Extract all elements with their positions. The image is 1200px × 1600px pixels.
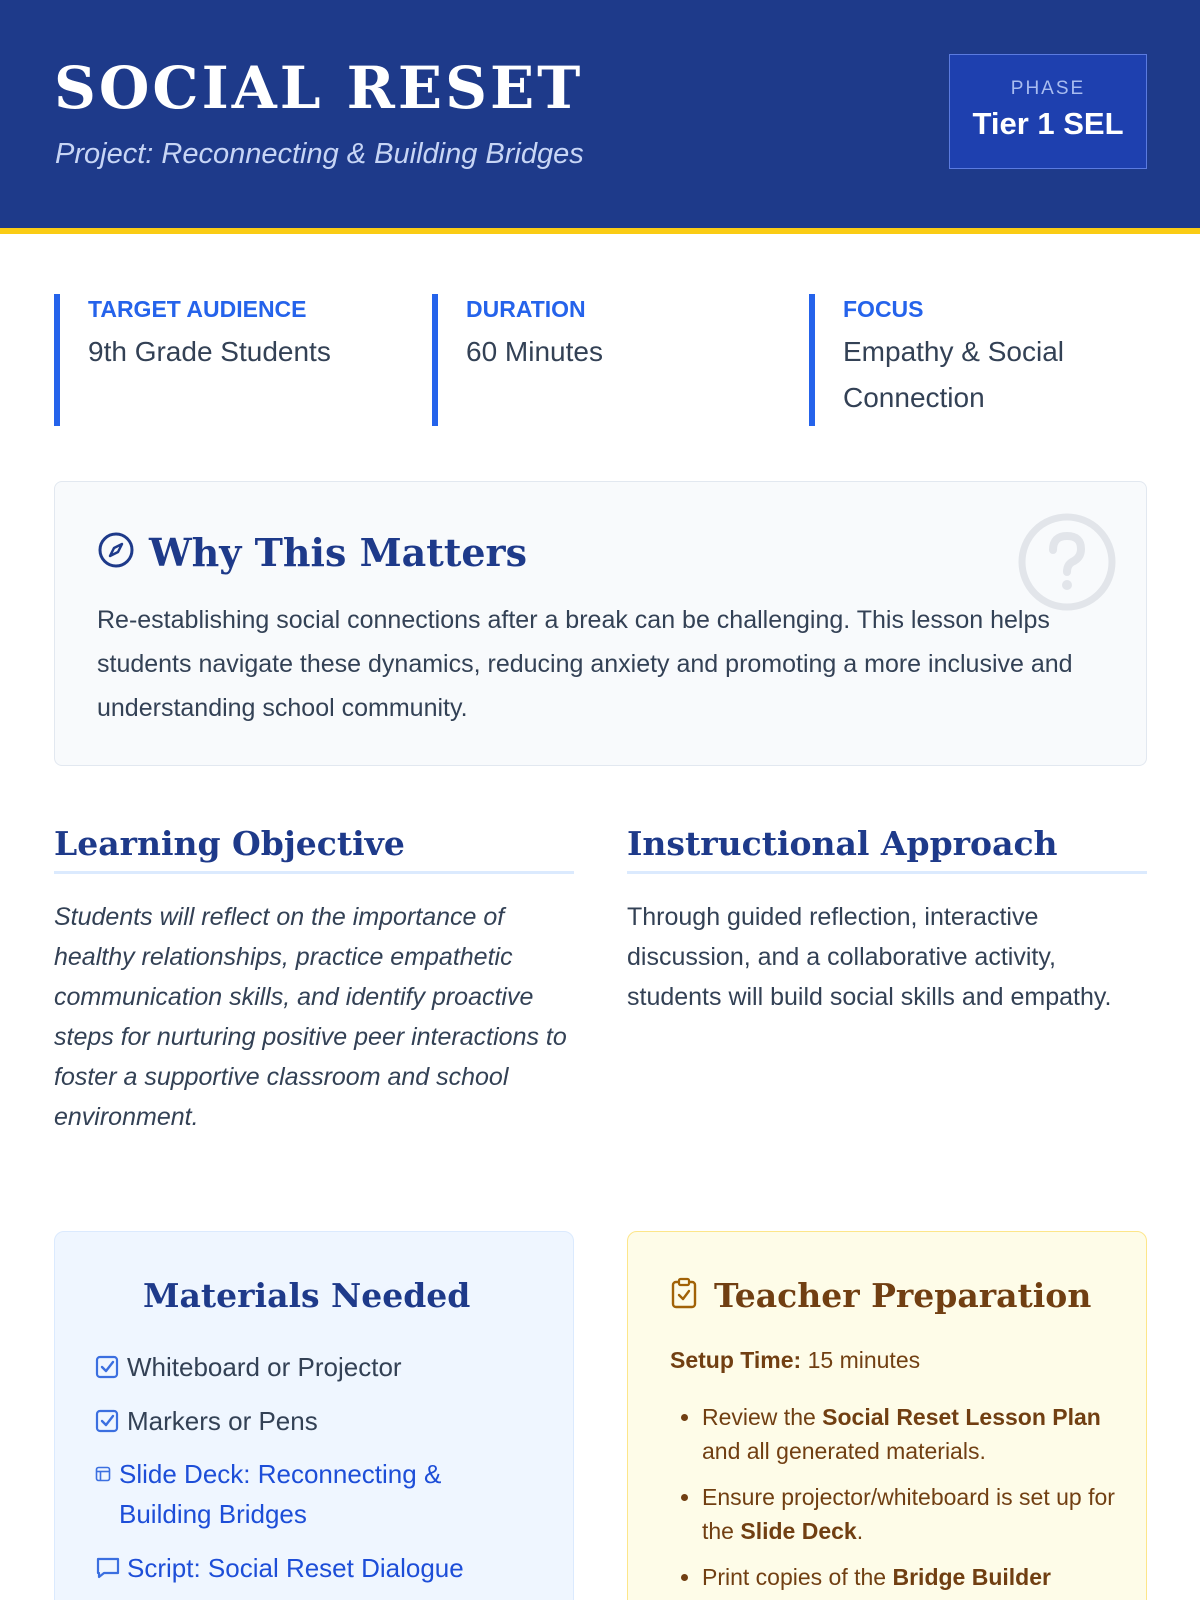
info-focus — [809, 294, 1129, 426]
material-link-script[interactable] — [95, 1548, 464, 1588]
prep-list — [702, 1400, 1122, 1600]
page-title: SOCIAL RESET — [54, 54, 584, 122]
page-subtitle: Project: Reconnecting & Building Bridges — [55, 138, 584, 170]
phase-label: PHASE — [1010, 78, 1086, 99]
material-label[interactable]: Slide Deck: Reconnecting & Building Bridges — [119, 1459, 442, 1529]
material-label[interactable]: Script: Social Reset Dialogue — [127, 1553, 464, 1583]
why-this-matters-card — [54, 481, 1147, 766]
list-item — [702, 1480, 1122, 1548]
prep-bold: Bridge Builder — [892, 1564, 1051, 1590]
info-label: FOCUS — [843, 296, 924, 322]
material-label: Whiteboard or Projector — [127, 1352, 402, 1382]
materials-card — [54, 1231, 574, 1600]
prep-text: Print copies of the — [702, 1564, 893, 1590]
instructional-approach-text: Through guided reflection, interactive discussion, and a collaborative activity, students will build social skills and empathy. — [627, 903, 1112, 1011]
chat-icon — [95, 1548, 127, 1588]
prep-bold: Slide Deck — [740, 1518, 857, 1544]
setup-time — [670, 1347, 920, 1374]
materials-title: Materials Needed — [143, 1276, 471, 1315]
material-item — [95, 1401, 318, 1441]
header-banner — [0, 0, 1200, 234]
prep-title: Teacher Preparation — [714, 1276, 1092, 1315]
teacher-preparation-card — [627, 1231, 1147, 1600]
material-item — [95, 1347, 402, 1387]
why-header — [97, 530, 527, 575]
prep-text: Review the — [702, 1404, 823, 1430]
info-label: TARGET AUDIENCE — [88, 296, 307, 322]
list-item — [702, 1400, 1122, 1468]
prep-text: Ensure projector/whiteboard is set up for the — [702, 1484, 1115, 1544]
phase-value: Tier 1 SEL — [972, 106, 1124, 141]
info-target-audience — [54, 294, 384, 426]
prep-text: . — [856, 1518, 864, 1544]
info-value: 9th Grade Students — [88, 336, 331, 367]
prep-text: and all generated materials. — [702, 1438, 986, 1464]
presentation-icon — [95, 1454, 119, 1494]
setup-value: 15 minutes — [807, 1347, 921, 1373]
setup-label: Setup Time: — [670, 1347, 802, 1373]
learning-objective-title: Learning Objective — [54, 824, 574, 874]
prep-header — [670, 1276, 1091, 1315]
info-duration — [432, 294, 762, 426]
material-link-slide-deck[interactable] — [95, 1454, 515, 1534]
learning-objective-text: Students will reflect on the importance of healthy relationships, practice empathetic communication skills, and identify proactive steps for nurturing positive peer interactions to foster a supportive classroom and school environment. — [54, 903, 567, 1131]
compass-icon — [97, 531, 135, 574]
prep-bold: Social Reset Lesson Plan — [822, 1404, 1101, 1430]
info-value: Empathy & Social Connection — [843, 336, 1064, 413]
info-label: DURATION — [466, 296, 586, 322]
why-text: Re-establishing social connections after a break can be challenging. This lesson helps students navigate these dynamics, reducing anxiety and promoting a more inclusive and understanding school community. — [97, 606, 1073, 722]
instructional-approach-title: Instructional Approach — [627, 824, 1147, 874]
info-value: 60 Minutes — [466, 336, 603, 367]
checkbox-icon — [95, 1347, 127, 1387]
phase-badge — [949, 54, 1147, 169]
clipboard-check-icon — [670, 1277, 698, 1314]
list-item — [702, 1560, 1122, 1594]
why-title: Why This Matters — [149, 530, 527, 575]
material-label: Markers or Pens — [127, 1406, 318, 1436]
checkbox-icon — [95, 1401, 127, 1441]
